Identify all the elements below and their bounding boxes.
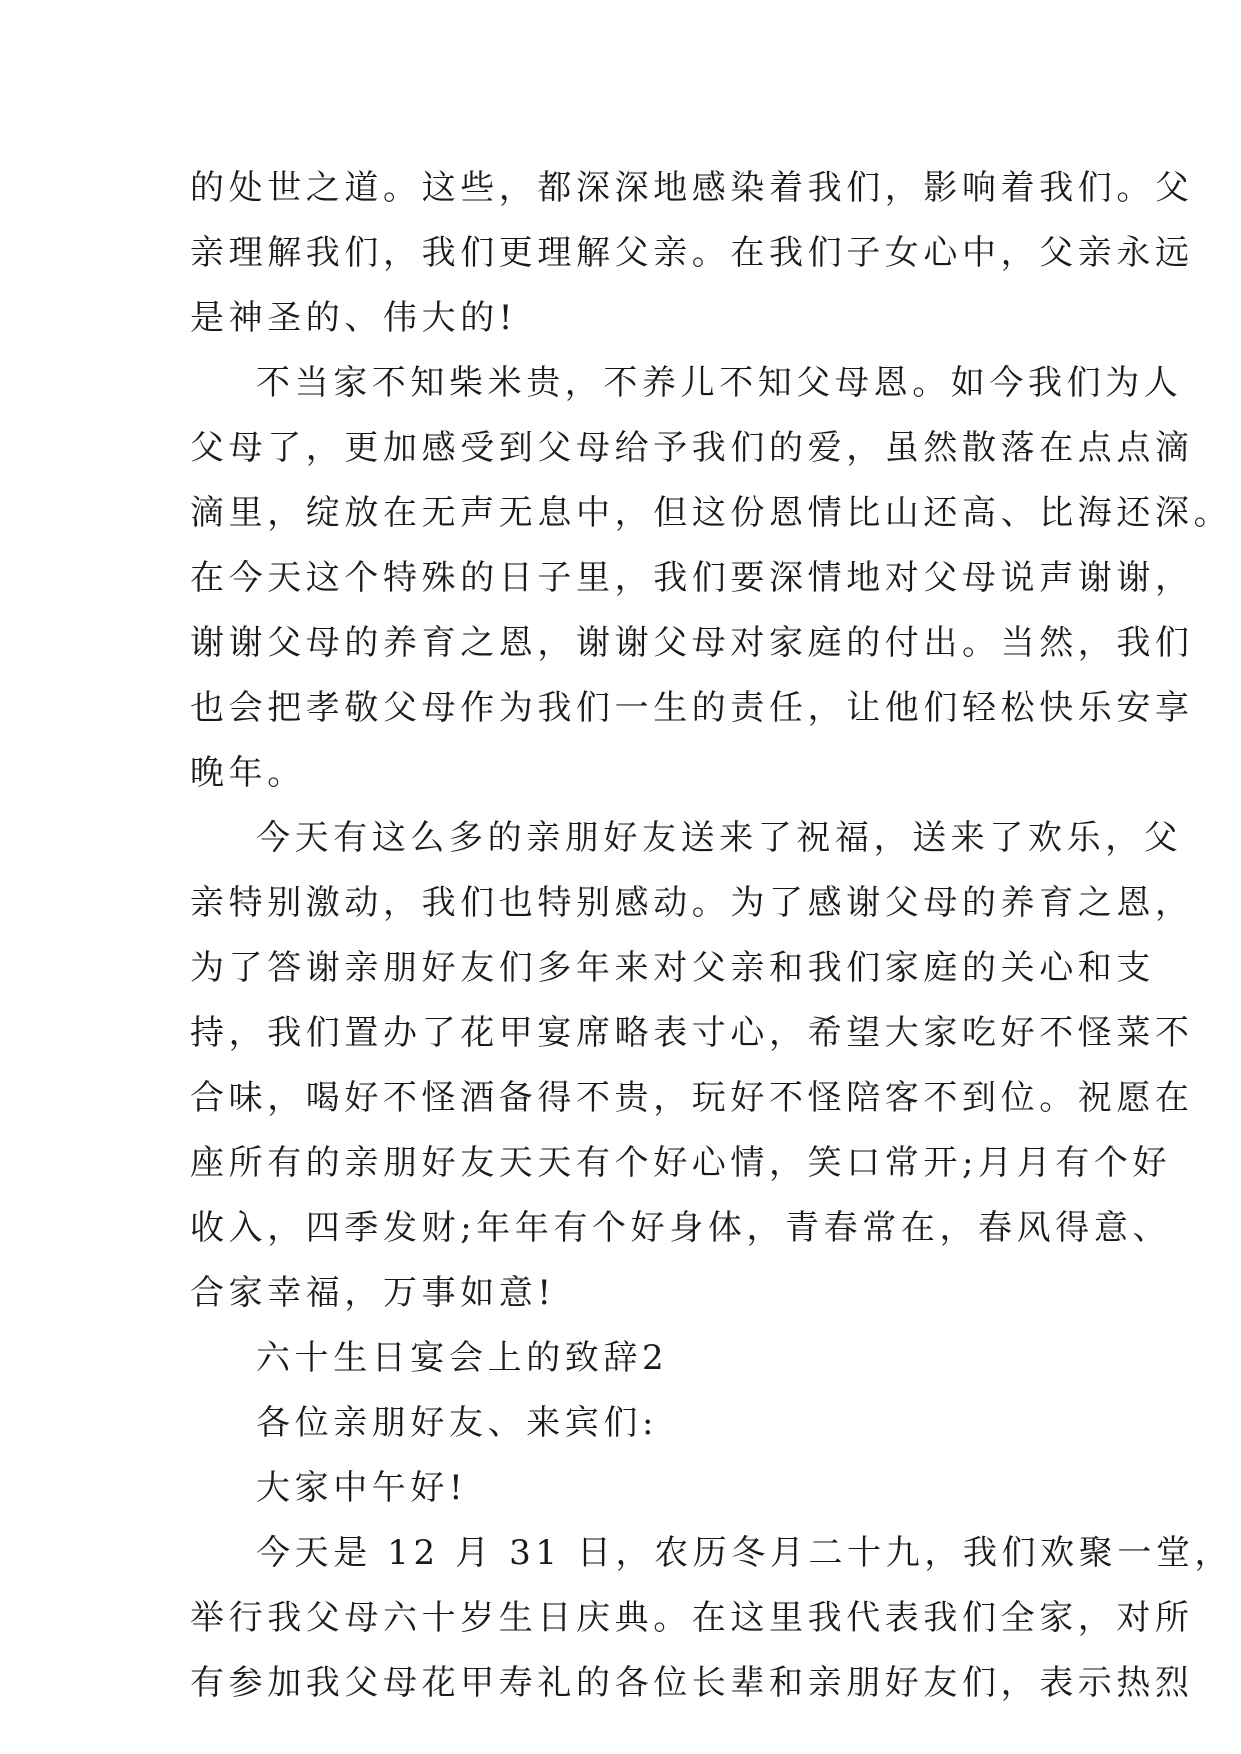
text-line: 合味，喝好不怪酒备得不贵，玩好不怪陪客不到位。祝愿在 xyxy=(190,1078,1194,1118)
text-line: 是神圣的、伟大的! xyxy=(190,298,518,338)
text-line: 亲特别激动，我们也特别感动。为了感谢父母的养育之恩， xyxy=(190,883,1194,923)
text-line: 为了答谢亲朋好友们多年来对父亲和我们家庭的关心和支 xyxy=(190,948,1155,988)
text-line: 也会把孝敬父母作为我们一生的责任，让他们轻松快乐安享 xyxy=(190,688,1194,728)
text-line: 的处世之道。这些，都深深地感染着我们，影响着我们。父 xyxy=(190,168,1194,208)
paragraph-first-line: 不当家不知柴米贵，不养儿不知父母恩。如今我们为人 xyxy=(256,363,1183,403)
text-line: 亲理解我们，我们更理解父亲。在我们子女心中，父亲永远 xyxy=(190,233,1194,273)
text-line: 谢谢父母的养育之恩，谢谢父母对家庭的付出。当然，我们 xyxy=(190,623,1194,663)
document-body xyxy=(190,156,1234,1716)
paragraph-first-line: 今天是 12 月 31 日，农历冬月二十九，我们欢聚一堂， xyxy=(256,1533,1234,1573)
text-line: 滴里，绽放在无声无息中，但这份恩情比山还高、比海还深。 xyxy=(190,493,1233,533)
text-line: 在今天这个特殊的日子里，我们要深情地对父母说声谢谢， xyxy=(190,558,1194,598)
greeting: 大家中午好! xyxy=(256,1468,468,1508)
text-line: 晚年。 xyxy=(190,753,306,793)
section-heading: 六十生日宴会上的致辞2 xyxy=(256,1338,669,1378)
text-line: 举行我父母六十岁生日庆典。在这里我代表我们全家，对所 xyxy=(190,1598,1194,1638)
text-line: 座所有的亲朋好友天天有个好心情，笑口常开;月月有个好 xyxy=(190,1143,1172,1183)
text-line: 父母了，更加感受到父母给予我们的爱，虽然散落在点点滴 xyxy=(190,428,1194,468)
text-line: 有参加我父母花甲寿礼的各位长辈和亲朋好友们，表示热烈 xyxy=(190,1663,1194,1703)
paragraph-first-line: 今天有这么多的亲朋好友送来了祝福，送来了欢乐，父 xyxy=(256,818,1183,858)
text-line: 收入，四季发财;年年有个好身体，青春常在，春风得意、 xyxy=(190,1208,1172,1248)
salutation: 各位亲朋好友、来宾们: xyxy=(256,1403,659,1443)
text-line: 合家幸福，万事如意! xyxy=(190,1273,556,1313)
text-line: 持，我们置办了花甲宴席略表寸心，希望大家吃好不怪菜不 xyxy=(190,1013,1194,1053)
